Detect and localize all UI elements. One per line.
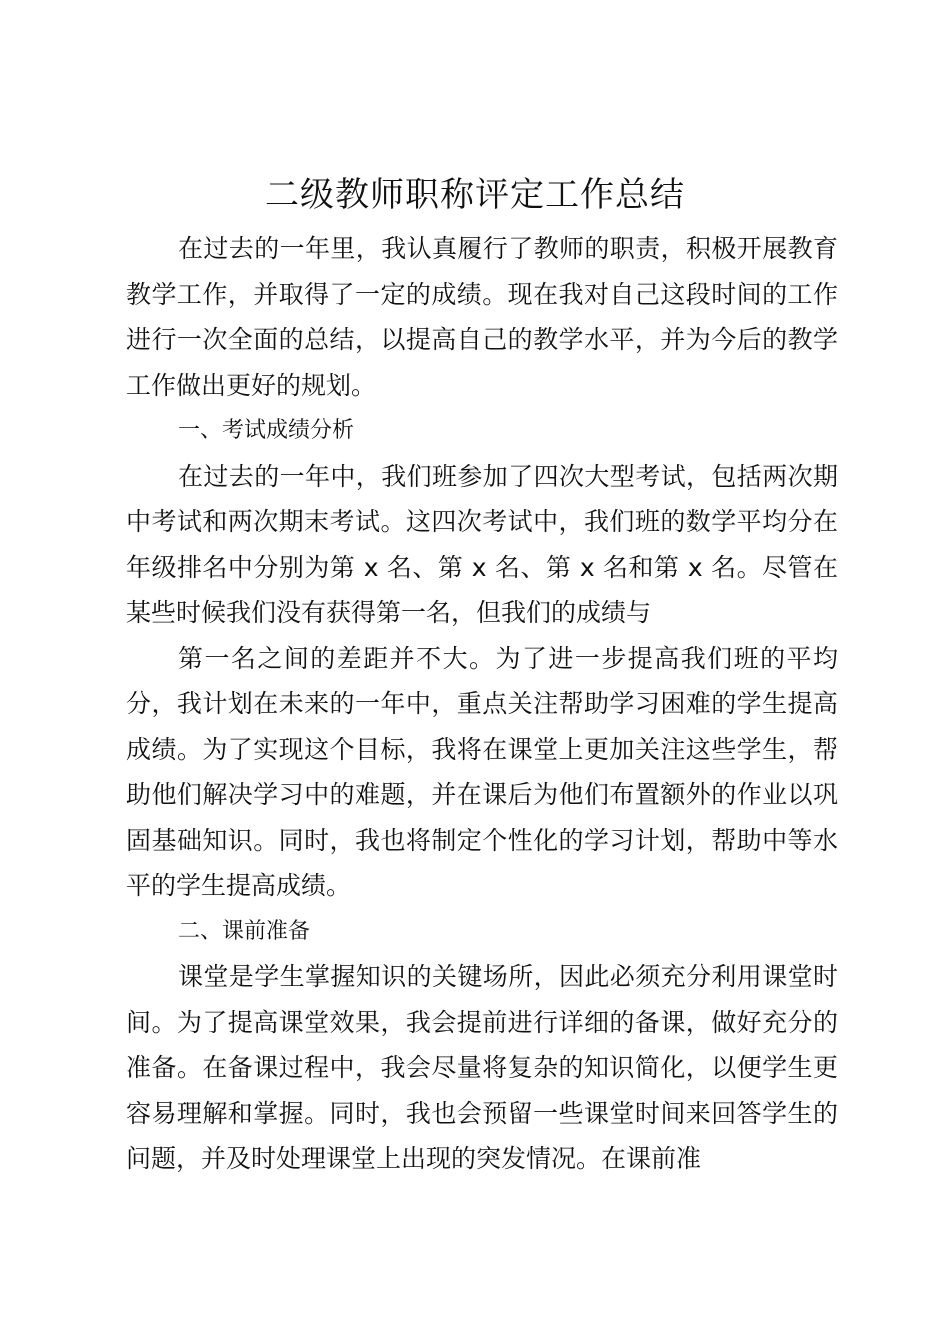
paragraph-exam-results: 在过去的一年中，我们班参加了四次大型考试，包括两次期中考试和两次期末考试。这四次考试中，我们班的数学平均分在年级排名中分别为第 x 名、第 x 名、第 x 名和第 x 名。尽管在某些时候我们没有获得第一名，但我们的成绩与 <box>126 461 838 627</box>
document-title: 二级教师职称评定工作总结 <box>265 175 685 215</box>
document-body <box>126 226 838 1182</box>
paragraph-lesson-prep: 课堂是学生掌握知识的关键场所，因此必须充分利用课堂时间。为了提高课堂效果，我会提前进行详细的备课，做好充分的准备。在备课过程中，我会尽量将复杂的知识简化，以便学生更容易理解和掌握。同时，我也会预留一些课堂时间来回答学生的问题，并及时处理课堂上出现的突发情况。在课前准 <box>126 962 838 1173</box>
section-heading-exam-analysis: 一、考试成绩分析 <box>178 418 355 443</box>
paragraph-intro: 在过去的一年里，我认真履行了教师的职责，积极开展教育教学工作，并取得了一定的成绩。现在我对自己这段时间的工作进行一次全面的总结，以提高自己的教学水平，并为今后的教学工作做出更好的规划。 <box>126 234 838 400</box>
paragraph-improvement-plan: 第一名之间的差距并不大。为了进一步提高我们班的平均分，我计划在未来的一年中，重点关注帮助学习困难的学生提高成绩。为了实现这个目标，我将在课堂上更加关注这些学生，帮助他们解决学习中的难题，并在课后为他们布置额外的作业以巩固基础知识。同时，我也将制定个性化的学习计划，帮助中等水平的学生提高成绩。 <box>126 643 838 900</box>
section-heading-lesson-prep: 二、课前准备 <box>178 918 311 944</box>
